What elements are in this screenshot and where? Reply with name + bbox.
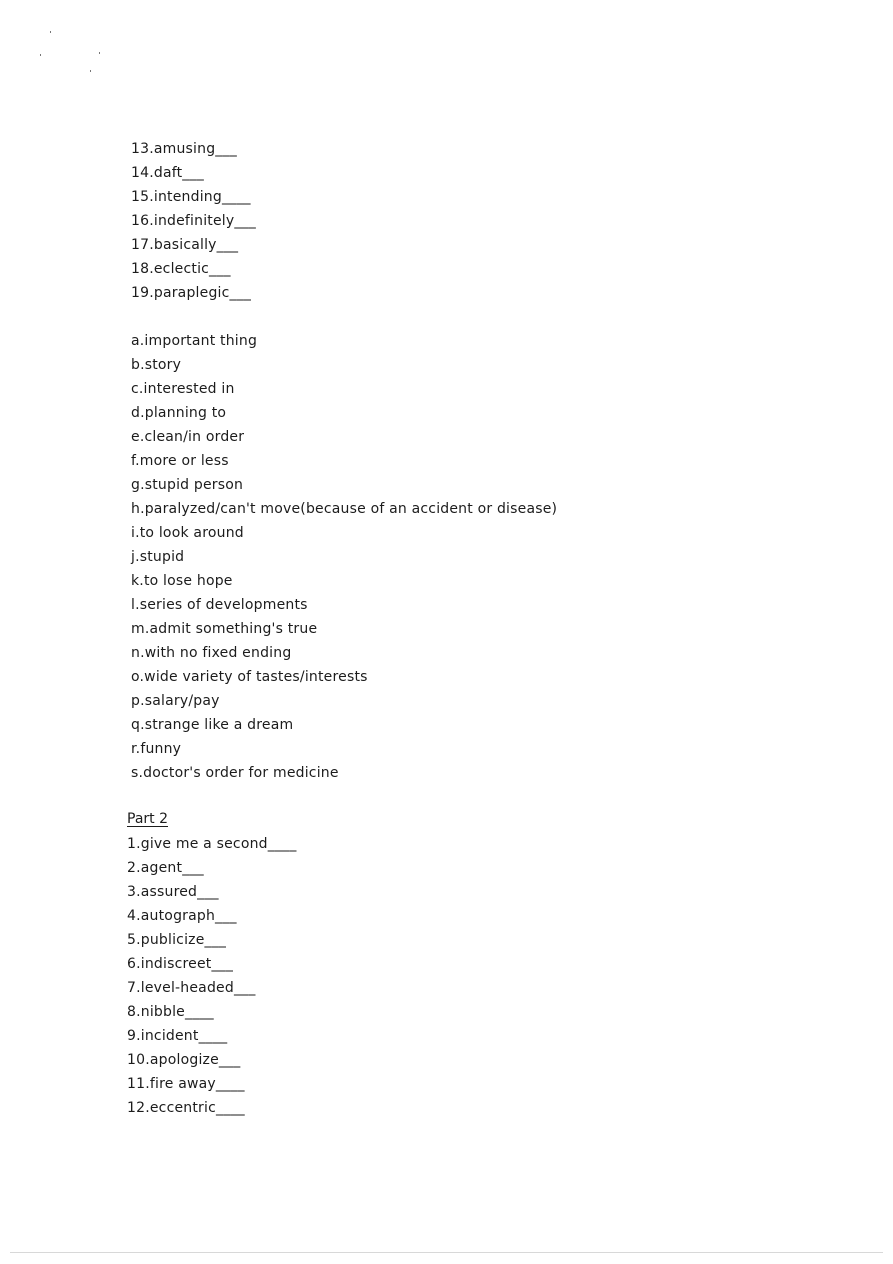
term-item: 8.nibble____ [127,1004,214,1020]
definition-item: b.story [131,357,182,373]
scan-speck [90,70,91,72]
definition-item: p.salary/pay [131,693,220,709]
term-item: 14.daft___ [131,165,204,181]
term-item: 5.publicize___ [127,932,227,948]
definition-item: m.admit something's true [131,621,318,637]
term-item: 10.apologize___ [127,1052,241,1068]
definitions-list [131,329,557,785]
term-item: 9.incident____ [127,1028,228,1044]
definition-item: r.funny [131,741,182,757]
definition-item: j.stupid [131,549,185,565]
definition-item: q.strange like a dream [131,717,294,733]
term-item: 3.assured___ [127,884,219,900]
definition-item: l.series of developments [131,597,308,613]
term-item: 13.amusing___ [131,141,237,157]
term-item: 4.autograph___ [127,908,237,924]
vocabulary-terms-list-part2 [127,832,297,1120]
term-item: 2.agent___ [127,860,204,876]
term-item: 17.basically___ [131,237,239,253]
definition-item: h.paralyzed/can't move(because of an accident or disease) [131,501,558,517]
definition-item: d.planning to [131,405,227,421]
term-item: 6.indiscreet___ [127,956,234,972]
term-item: 18.eclectic___ [131,261,231,277]
term-item: 16.indefinitely___ [131,213,256,229]
term-item: 11.fire away____ [127,1076,245,1092]
definition-item: c.interested in [131,381,235,397]
term-item: 12.eccentric____ [127,1100,245,1116]
term-item: 1.give me a second____ [127,836,297,852]
term-item: 7.level-headed___ [127,980,256,996]
definition-item: o.wide variety of tastes/interests [131,669,368,685]
definition-item: n.with no fixed ending [131,645,292,661]
part2-heading: Part 2 [127,811,168,827]
page-bottom-edge [10,1252,883,1253]
scan-speck [99,52,100,54]
definition-item: a.important thing [131,333,258,349]
scan-speck [50,31,51,33]
term-item: 19.paraplegic___ [131,285,252,301]
definition-item: e.clean/in order [131,429,245,445]
scan-speck [40,54,41,56]
definition-item: g.stupid person [131,477,244,493]
vocabulary-terms-list-part1 [131,137,256,305]
definition-item: k.to lose hope [131,573,233,589]
definition-item: f.more or less [131,453,229,469]
term-item: 15.intending____ [131,189,251,205]
definition-item: i.to look around [131,525,244,541]
definition-item: s.doctor's order for medicine [131,765,339,781]
